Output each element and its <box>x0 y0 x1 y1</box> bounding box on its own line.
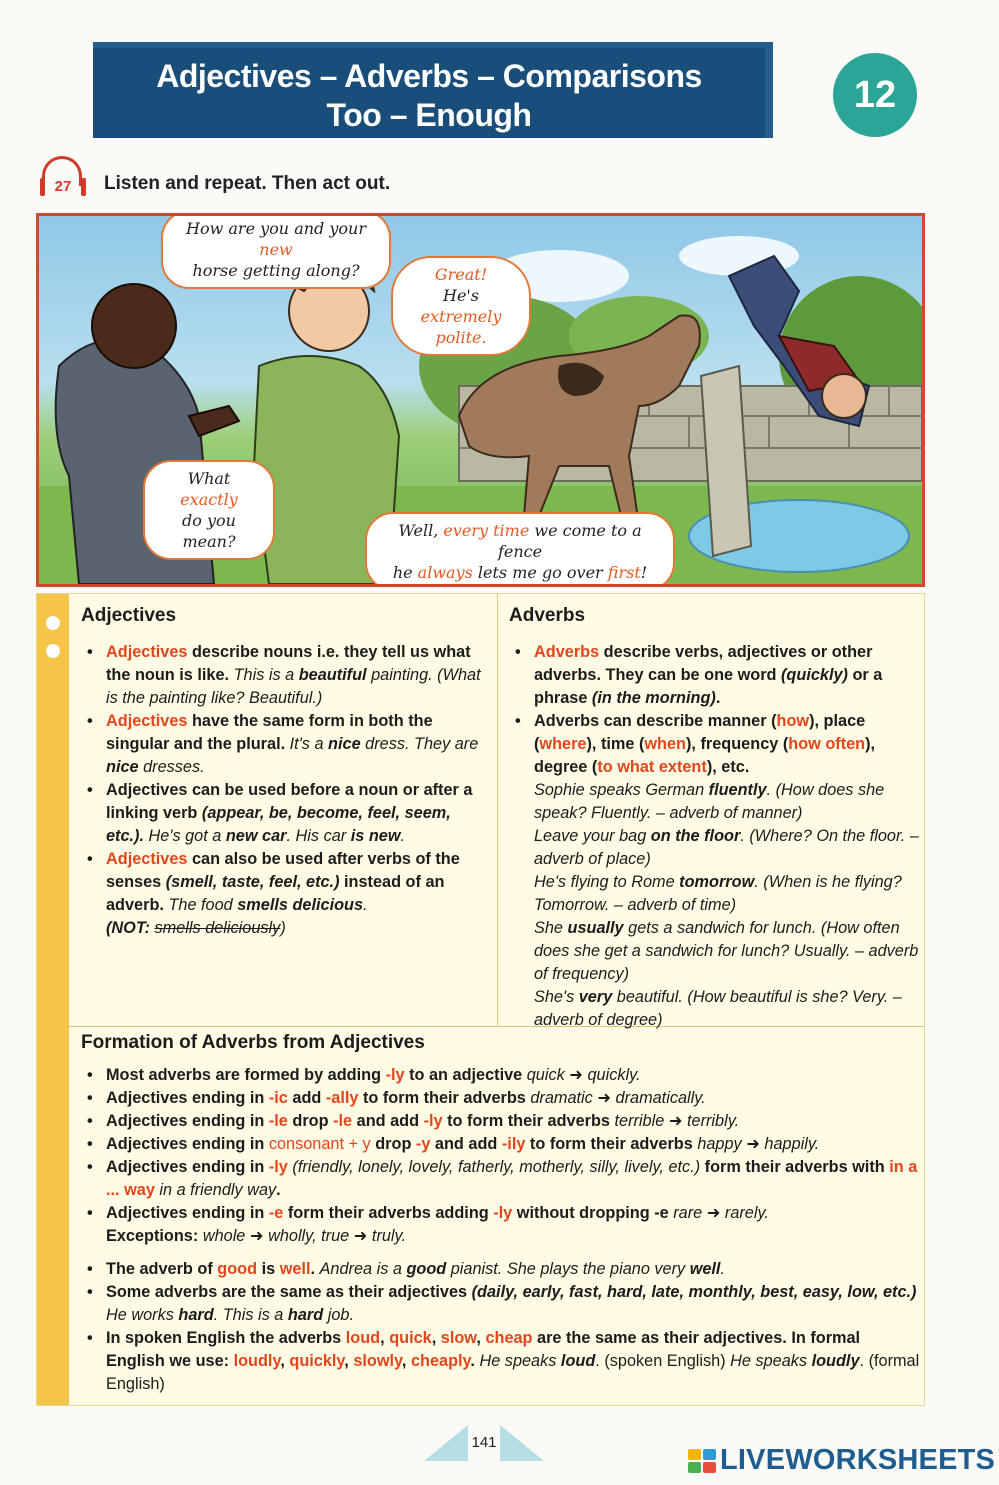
instruction-text: Listen and repeat. Then act out. <box>104 173 391 194</box>
formation-section <box>81 1031 921 1396</box>
bubble-3-highlight: exactly <box>180 490 238 509</box>
bubble-2-line-3: polite. <box>435 328 487 347</box>
list-item: • Adverbs can describe manner (how), place (where), time (when), frequency (how often), degree (to what extent), etc. <box>509 710 919 779</box>
arrow-icon: ➜ <box>353 1227 368 1245</box>
list-item: • Adjectives ending in -e form their adverbs adding -ly without dropping -e rare ➜ rarely. Exceptions: whole ➜ wholly, true ➜ truly. <box>81 1202 921 1248</box>
bubble-4-text-b: we come to a fence <box>497 521 642 561</box>
bubble-2-line-1: Great! <box>434 265 488 284</box>
list-item: • Adjectives ending in consonant + y drop -y and add -ily to form their adverbs happy ➜ happily. <box>81 1133 921 1156</box>
list-item: • Adjectives can also be used after verbs of the senses (smell, taste, feel, etc.) instead of an adverb. The food smells delicious. (NOT: smells deliciously) <box>81 848 491 940</box>
adjectives-section <box>81 604 491 940</box>
bubble-4-text-d: lets me go over <box>472 563 608 582</box>
bubble-4-text-a: Well, <box>398 521 444 540</box>
list-item: • Adjectives ending in -ic add -ally to form their adverbs dramatic ➜ dramatically. <box>81 1087 921 1110</box>
audio-track-number: 27 <box>40 176 86 198</box>
arrow-icon: ➜ <box>569 1066 583 1084</box>
list-item: • Adverbs describe verbs, adjectives or other adverbs. They can be one word (quickly) or a phrase (in the morning). <box>509 641 919 710</box>
list-item: • The adverb of good is well. Andrea is a good pianist. She plays the piano very well. <box>81 1258 921 1281</box>
strip-dot-icon <box>46 644 60 658</box>
bubble-2-highlight: extremely <box>420 307 502 326</box>
arrow-icon: ➜ <box>597 1089 611 1107</box>
bubble-2-text-a: He's <box>442 286 480 305</box>
bubble-1-text-b: horse getting along? <box>192 261 360 280</box>
column-divider <box>497 594 498 1026</box>
watermark-text: LIVEWORKSHEETS <box>720 1444 996 1476</box>
arrow-icon: ➜ <box>249 1227 264 1245</box>
arrow-icon: ➜ <box>706 1204 721 1222</box>
list-item: • In spoken English the adverbs loud, quick, slow, cheap are the same as their adjectives. In formal English we use: loudly, quickly, slowly, cheaply. He speaks loud. (spoken English) He speaks loudly. (formal English) <box>81 1327 921 1396</box>
list-item: • Adjectives ending in -ly (friendly, lonely, lovely, fatherly, motherly, silly, lively, etc.) form their adverbs with in a ... way in a friendly way. <box>81 1156 921 1202</box>
list-item: • Some adverbs are the same as their adjectives (daily, early, fast, hard, late, monthly, best, easy, low, etc.) He works hard. This is a hard job. <box>81 1281 921 1327</box>
bubble-3-text-a: What <box>187 469 231 488</box>
adjectives-heading: Adjectives <box>81 605 177 626</box>
title-line-2: Too – Enough <box>326 97 532 133</box>
adverbs-heading: Adverbs <box>509 605 586 626</box>
bubble-4-highlight-c: first <box>607 563 641 582</box>
arrow-icon: ➜ <box>668 1112 683 1130</box>
arrow-icon: ➜ <box>746 1135 760 1153</box>
list-item: • Adjectives have the same form in both the singular and the plural. It's a nice dress. They are nice dresses. <box>81 710 491 779</box>
bubble-4-text-c: he <box>392 563 418 582</box>
bubble-3-text-b: do you mean? <box>182 511 236 551</box>
bubble-4-highlight-b: always <box>417 563 473 582</box>
comic-illustration <box>36 213 925 587</box>
listening-instruction <box>34 168 390 200</box>
strip-dot-icon <box>46 616 60 630</box>
speech-bubble-fence <box>365 512 675 587</box>
list-item: • Most adverbs are formed by adding -ly to an adjective quick ➜ quickly. <box>81 1064 921 1087</box>
list-item: • Adjectives can be used before a noun or after a linking verb (appear, be, become, feel, seem, etc.). He's got a new car. His car is new. <box>81 779 491 848</box>
bubble-1-highlight: new <box>259 240 293 259</box>
speech-bubble-question <box>161 213 391 289</box>
liveworksheets-logo-icon <box>688 1449 716 1473</box>
page-number: 141 <box>424 1425 544 1461</box>
bubble-1-text-a: How are you and your <box>186 219 366 238</box>
adverbs-section <box>509 604 919 1032</box>
liveworksheets-watermark <box>688 1444 995 1477</box>
speech-bubble-what-exactly <box>143 460 275 560</box>
list-item: • Adjectives ending in -le drop -le and add -ly to form their adverbs terrible ➜ terribly. <box>81 1110 921 1133</box>
title-banner <box>93 42 773 138</box>
grammar-panel <box>36 593 925 1406</box>
bubble-4-highlight-a: every time <box>443 521 530 540</box>
bubble-4-text-e: ! <box>640 563 648 582</box>
panel-side-strip <box>37 594 69 1405</box>
title-line-1: Adjectives – Adverbs – Comparisons <box>156 58 702 94</box>
formation-heading: Formation of Adverbs from Adjectives <box>81 1032 425 1053</box>
adverb-examples: Sophie speaks German fluently. (How does she speak? Fluently. – adverb of manner) Leave your bag on the floor. (Where? On the floor. – adverb of place) He's flying to Rome tomorrow. (When is he flying? Tomorrow. – adverb of time) She usually gets a sandwich for lunch. (How often does she get a sandwich for lunch? Usually. – adverb of frequency) She's very beautiful. (How beautiful is she? Very. – adverb of degree) <box>534 781 919 1029</box>
unit-number-badge: 12 <box>833 53 917 137</box>
headphones-icon[interactable] <box>34 166 92 202</box>
speech-bubble-great <box>391 256 531 356</box>
list-item: • Adjectives describe nouns i.e. they tell us what the noun is like. This is a beautiful painting. (What is the painting like? Beautiful.) <box>81 641 491 710</box>
